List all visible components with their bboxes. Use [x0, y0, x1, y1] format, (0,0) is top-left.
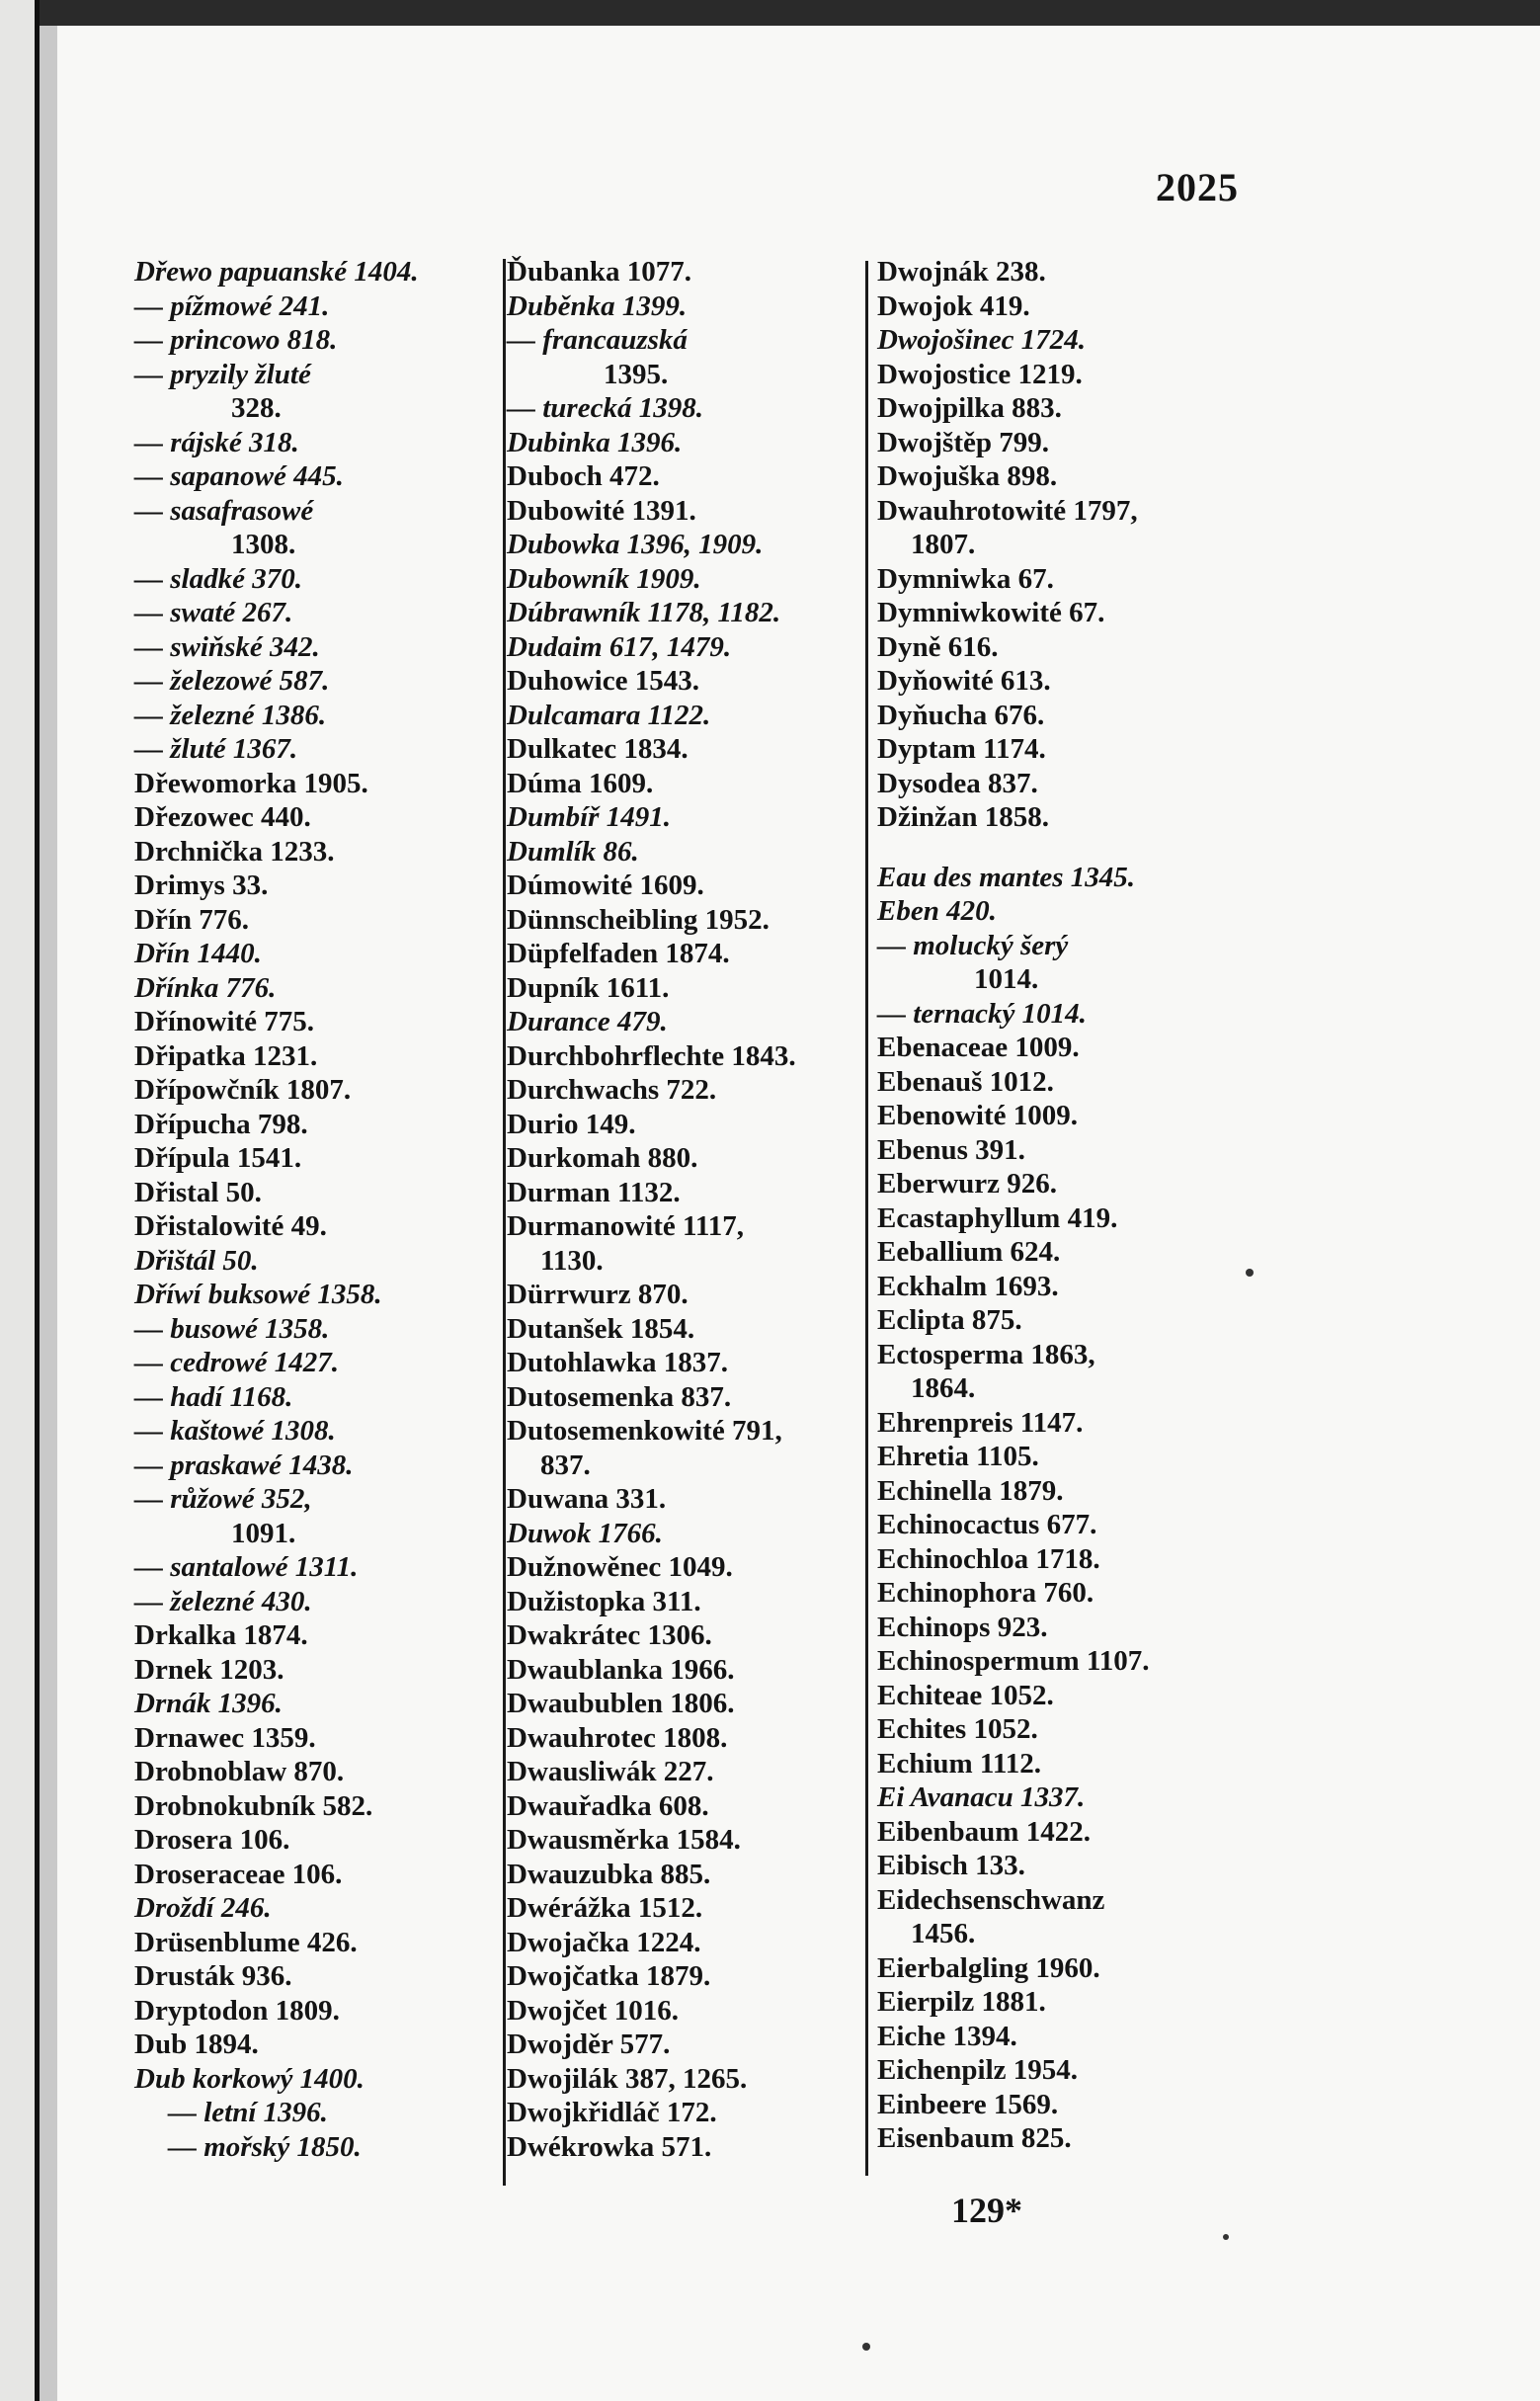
index-entry: Dudaim 617, 1479. [507, 630, 732, 663]
index-entry: Džinžan 1858. [877, 801, 1049, 833]
index-entry: Durman 1132. [507, 1176, 681, 1208]
index-entry: Duhowice 1543. [507, 665, 699, 697]
index-entry: Dymniwka 67. [877, 562, 1054, 595]
index-entry-continuation: 1091. [231, 1517, 296, 1549]
index-entry: Drchnička 1233. [134, 835, 335, 868]
index-entry: Drüsenblume 426. [134, 1926, 358, 1958]
index-entry: Echium 1112. [877, 1747, 1041, 1780]
index-entry: Ei Avanacu 1337. [877, 1781, 1086, 1813]
index-entry: Drusták 936. [134, 1960, 292, 1992]
index-entry: Dwojostice 1219. [877, 358, 1083, 390]
index-entry: Dřípucha 798. [134, 1108, 308, 1140]
index-subentry: — pryzily žluté [134, 358, 311, 390]
index-entry: Dwakrátec 1306. [507, 1619, 712, 1651]
index-entry: Echinophora 760. [877, 1577, 1094, 1609]
index-entry: Duwok 1766. [507, 1517, 663, 1549]
index-entry: Ebenauš 1012. [877, 1065, 1054, 1098]
index-entry: Dwérážka 1512. [507, 1892, 703, 1924]
index-subentry: — žluté 1367. [134, 733, 298, 765]
index-entry: Ebenaceae 1009. [877, 1032, 1080, 1063]
index-subentry: — růžowé 352, [134, 1483, 312, 1515]
index-subentry: — santalowé 1311. [134, 1551, 359, 1583]
index-entry: Dwauzubka 885. [507, 1858, 711, 1890]
index-entry: Ecastaphyllum 419. [877, 1201, 1118, 1234]
index-entry: Drnek 1203. [134, 1653, 284, 1686]
index-entry: Dwauhrotowité 1797, [877, 494, 1138, 527]
index-entry: Dwékrowka 571. [507, 2130, 712, 2163]
index-entry: Durmanowité 1117, [507, 1210, 745, 1242]
index-entry-continuation: 1807. [911, 529, 976, 560]
index-entry: Dünnscheibling 1952. [507, 903, 770, 936]
index-entry: Dúmowité 1609. [507, 869, 704, 901]
index-entry: Drnák 1396. [134, 1688, 283, 1719]
index-subentry: — praskawé 1438. [134, 1449, 354, 1481]
index-entry: Dwojštěp 799. [877, 426, 1049, 458]
index-entry: Eeballium 624. [877, 1236, 1061, 1268]
index-subentry: — železné 430. [134, 1585, 312, 1617]
index-subentry: — hadí 1168. [134, 1380, 293, 1413]
index-entry-continuation: 1014. [974, 963, 1039, 995]
index-column-1 [134, 255, 529, 2164]
index-subentry: — swaté 267. [134, 597, 293, 628]
index-subentry: — sladké 370. [134, 562, 302, 595]
index-entry: Eibisch 133. [877, 1850, 1025, 1881]
index-entry: Dulcamara 1122. [507, 699, 711, 731]
index-entry: Durkomah 880. [507, 1142, 698, 1174]
index-entry: Dřewo papuanské 1404. [134, 256, 419, 288]
index-entry: Dwojilák 387, 1265. [507, 2062, 748, 2095]
index-subentry: — pížmowé 241. [134, 290, 330, 322]
index-entry: Durance 479. [507, 1006, 668, 1037]
index-subentry: — francauzská [507, 324, 688, 356]
index-entry: Droseraceae 106. [134, 1858, 343, 1890]
index-entry: Dubinka 1396. [507, 426, 683, 458]
index-entry-continuation: 1864. [911, 1372, 976, 1404]
index-entry: Dwojděr 577. [507, 2028, 671, 2060]
scan-speck [862, 2343, 870, 2351]
book-page [57, 26, 1540, 2401]
page-number: 2025 [1156, 165, 1239, 209]
index-entry: Dubowité 1391. [507, 494, 696, 527]
index-entry: Dub 1894. [134, 2028, 259, 2060]
index-entry: Durio 149. [507, 1108, 636, 1140]
index-entry: Dwauřadka 608. [507, 1789, 709, 1822]
index-entry: Einbeere 1569. [877, 2088, 1059, 2120]
index-entry: Droždí 246. [134, 1892, 272, 1924]
index-subentry: — rájské 318. [134, 426, 299, 458]
scan-top-edge [40, 0, 1540, 26]
index-entry: Eierpilz 1881. [877, 1986, 1046, 2018]
index-entry: Dwausliwák 227. [507, 1756, 714, 1787]
index-entry: Dwausměrka 1584. [507, 1824, 741, 1856]
index-entry: Dumbíř 1491. [507, 801, 671, 833]
index-entry: Eben 420. [877, 895, 997, 927]
index-entry: Dysodea 837. [877, 767, 1038, 799]
index-entry: Dúma 1609. [507, 767, 654, 799]
index-entry: Echites 1052. [877, 1713, 1038, 1745]
index-entry: Dubowník 1909. [507, 562, 701, 595]
index-entry: Düpfelfaden 1874. [507, 938, 730, 969]
index-entry: Dulkatec 1834. [507, 733, 689, 765]
index-entry: Dyptam 1174. [877, 733, 1046, 765]
index-entry: Eiche 1394. [877, 2020, 1017, 2052]
index-entry: Dřín 1440. [134, 938, 262, 969]
index-column-3 [877, 255, 1272, 2156]
index-entry: Dwaublanka 1966. [507, 1653, 735, 1686]
index-entry: Dřewomorka 1905. [134, 767, 368, 799]
index-entry: Dřezowec 440. [134, 801, 311, 833]
index-column-2 [507, 255, 902, 2164]
index-entry: Dubowka 1396, 1909. [507, 529, 764, 560]
index-entry: Dřištál 50. [134, 1244, 259, 1277]
index-entry: Ectosperma 1863, [877, 1338, 1095, 1370]
index-entry: Dutosemenka 837. [507, 1380, 732, 1413]
index-entry: Eibenbaum 1422. [877, 1815, 1091, 1848]
signature-mark: 129* [951, 2191, 1022, 2230]
index-entry: Dříwí buksowé 1358. [134, 1279, 382, 1310]
index-entry: Dřínka 776. [134, 971, 277, 1004]
index-entry: Eberwurz 926. [877, 1168, 1058, 1200]
index-entry: Dutohlawka 1837. [507, 1347, 728, 1378]
index-entry: Dřistal 50. [134, 1176, 262, 1208]
index-entry-continuation: 837. [540, 1449, 591, 1481]
index-subentry: — princowo 818. [134, 324, 338, 356]
index-subentry: — sasafrasowé [134, 494, 314, 527]
index-entry: Drimys 33. [134, 869, 269, 901]
index-entry: Dupník 1611. [507, 971, 670, 1004]
index-entry-continuation: 1395. [604, 358, 669, 390]
index-entry: Eichenpilz 1954. [877, 2054, 1079, 2086]
index-entry-continuation: 328. [231, 392, 282, 424]
index-entry: Ebenus 391. [877, 1133, 1025, 1166]
index-entry: Durchbohrflechte 1843. [507, 1039, 796, 1072]
index-subentry: — molucký šerý [877, 929, 1069, 961]
index-entry: Dyně 616. [877, 630, 999, 663]
index-subentry: — cedrowé 1427. [134, 1347, 339, 1378]
index-entry: Dwojačka 1224. [507, 1926, 701, 1958]
index-subentry: — letní 1396. [168, 2097, 328, 2128]
index-entry: Dryptodon 1809. [134, 1994, 340, 2027]
scan-speck [1246, 1269, 1254, 1277]
index-entry: Dwojuška 898. [877, 460, 1058, 492]
index-entry: Dwojčatka 1879. [507, 1960, 711, 1992]
index-entry: Drnawec 1359. [134, 1721, 316, 1754]
index-entry: Drobnoblaw 870. [134, 1756, 345, 1787]
index-entry: Eckhalm 1693. [877, 1270, 1059, 1302]
index-entry: Dwojkřidláč 172. [507, 2097, 717, 2128]
index-entry-continuation: 1456. [911, 1918, 976, 1949]
index-entry: Dřípowčník 1807. [134, 1074, 352, 1106]
index-entry: Dymniwkowité 67. [877, 597, 1105, 628]
index-entry: Dwojpilka 883. [877, 392, 1062, 424]
index-entry: Dwauhrotec 1808. [507, 1721, 728, 1754]
index-entry: Dřistalowité 49. [134, 1210, 327, 1242]
index-entry: Echinochloa 1718. [877, 1542, 1100, 1575]
index-subentry: — turecká 1398. [507, 392, 703, 424]
index-entry: Eierbalgling 1960. [877, 1951, 1100, 1984]
index-entry: Echinocactus 677. [877, 1509, 1097, 1540]
index-entry: Drkalka 1874. [134, 1619, 308, 1651]
index-subentry: — ternacký 1014. [877, 997, 1087, 1030]
index-entry: Dwaubublen 1806. [507, 1688, 735, 1719]
scan-speck [1223, 2234, 1229, 2240]
index-subentry: — mořský 1850. [168, 2130, 362, 2163]
index-entry: Duběnka 1399. [507, 290, 688, 322]
index-entry: Ehretia 1105. [877, 1441, 1039, 1472]
index-entry: Echiteae 1052. [877, 1679, 1054, 1711]
index-subentry: — železowé 587. [134, 665, 330, 697]
index-entry: Drobnokubník 582. [134, 1789, 373, 1822]
index-entry: Dyňowité 613. [877, 665, 1051, 697]
index-entry: Eclipta 875. [877, 1304, 1022, 1336]
index-entry: Eisenbaum 825. [877, 2122, 1072, 2154]
index-entry: Echinospermum 1107. [877, 1645, 1150, 1677]
index-entry-continuation: 1130. [540, 1244, 604, 1277]
index-entry: Dřínowité 775. [134, 1006, 315, 1037]
index-entry: Dwojok 419. [877, 290, 1030, 322]
index-subentry: — swiňské 342. [134, 630, 320, 663]
index-subentry: — busowé 1358. [134, 1312, 330, 1345]
index-entry: Dub korkowý 1400. [134, 2062, 365, 2095]
index-entry: Ďubanka 1077. [507, 256, 691, 288]
index-entry: Duboch 472. [507, 460, 660, 492]
index-entry: Dužnowěnec 1049. [507, 1551, 733, 1583]
index-entry: Echinella 1879. [877, 1474, 1064, 1507]
index-entry: Dürrwurz 870. [507, 1279, 689, 1310]
index-entry: Dřín 776. [134, 903, 249, 936]
index-subentry: — sapanowé 445. [134, 460, 344, 492]
index-entry: Dřipatka 1231. [134, 1039, 318, 1072]
index-entry: Dutanšek 1854. [507, 1312, 695, 1345]
index-entry: Dúbrawník 1178, 1182. [507, 597, 781, 628]
index-entry: Dwojnák 238. [877, 256, 1046, 288]
index-subentry: — kaštowé 1308. [134, 1415, 336, 1447]
index-entry: Echinops 923. [877, 1611, 1048, 1643]
index-entry: Dyňucha 676. [877, 699, 1045, 731]
index-entry-continuation: 1308. [231, 529, 296, 560]
index-entry: Durchwachs 722. [507, 1074, 717, 1106]
index-entry: Dutosemenkowité 791, [507, 1415, 782, 1447]
index-entry: Ebenowité 1009. [877, 1100, 1078, 1131]
index-entry: Dumlík 86. [507, 835, 639, 868]
index-entry: Dřípula 1541. [134, 1142, 302, 1174]
index-entry: Dwojošinec 1724. [877, 324, 1087, 356]
index-entry: Dwojčet 1016. [507, 1994, 679, 2027]
index-entry: Eidechsenschwanz [877, 1883, 1105, 1916]
index-entry: Eau des mantes 1345. [877, 861, 1136, 893]
index-entry: Drosera 106. [134, 1824, 290, 1856]
index-subentry: — železné 1386. [134, 699, 327, 731]
scan-left-edge [0, 0, 40, 2401]
index-entry: Duwana 331. [507, 1483, 667, 1515]
index-entry: Ehrenpreis 1147. [877, 1406, 1084, 1439]
index-entry: Dužistopka 311. [507, 1585, 701, 1617]
